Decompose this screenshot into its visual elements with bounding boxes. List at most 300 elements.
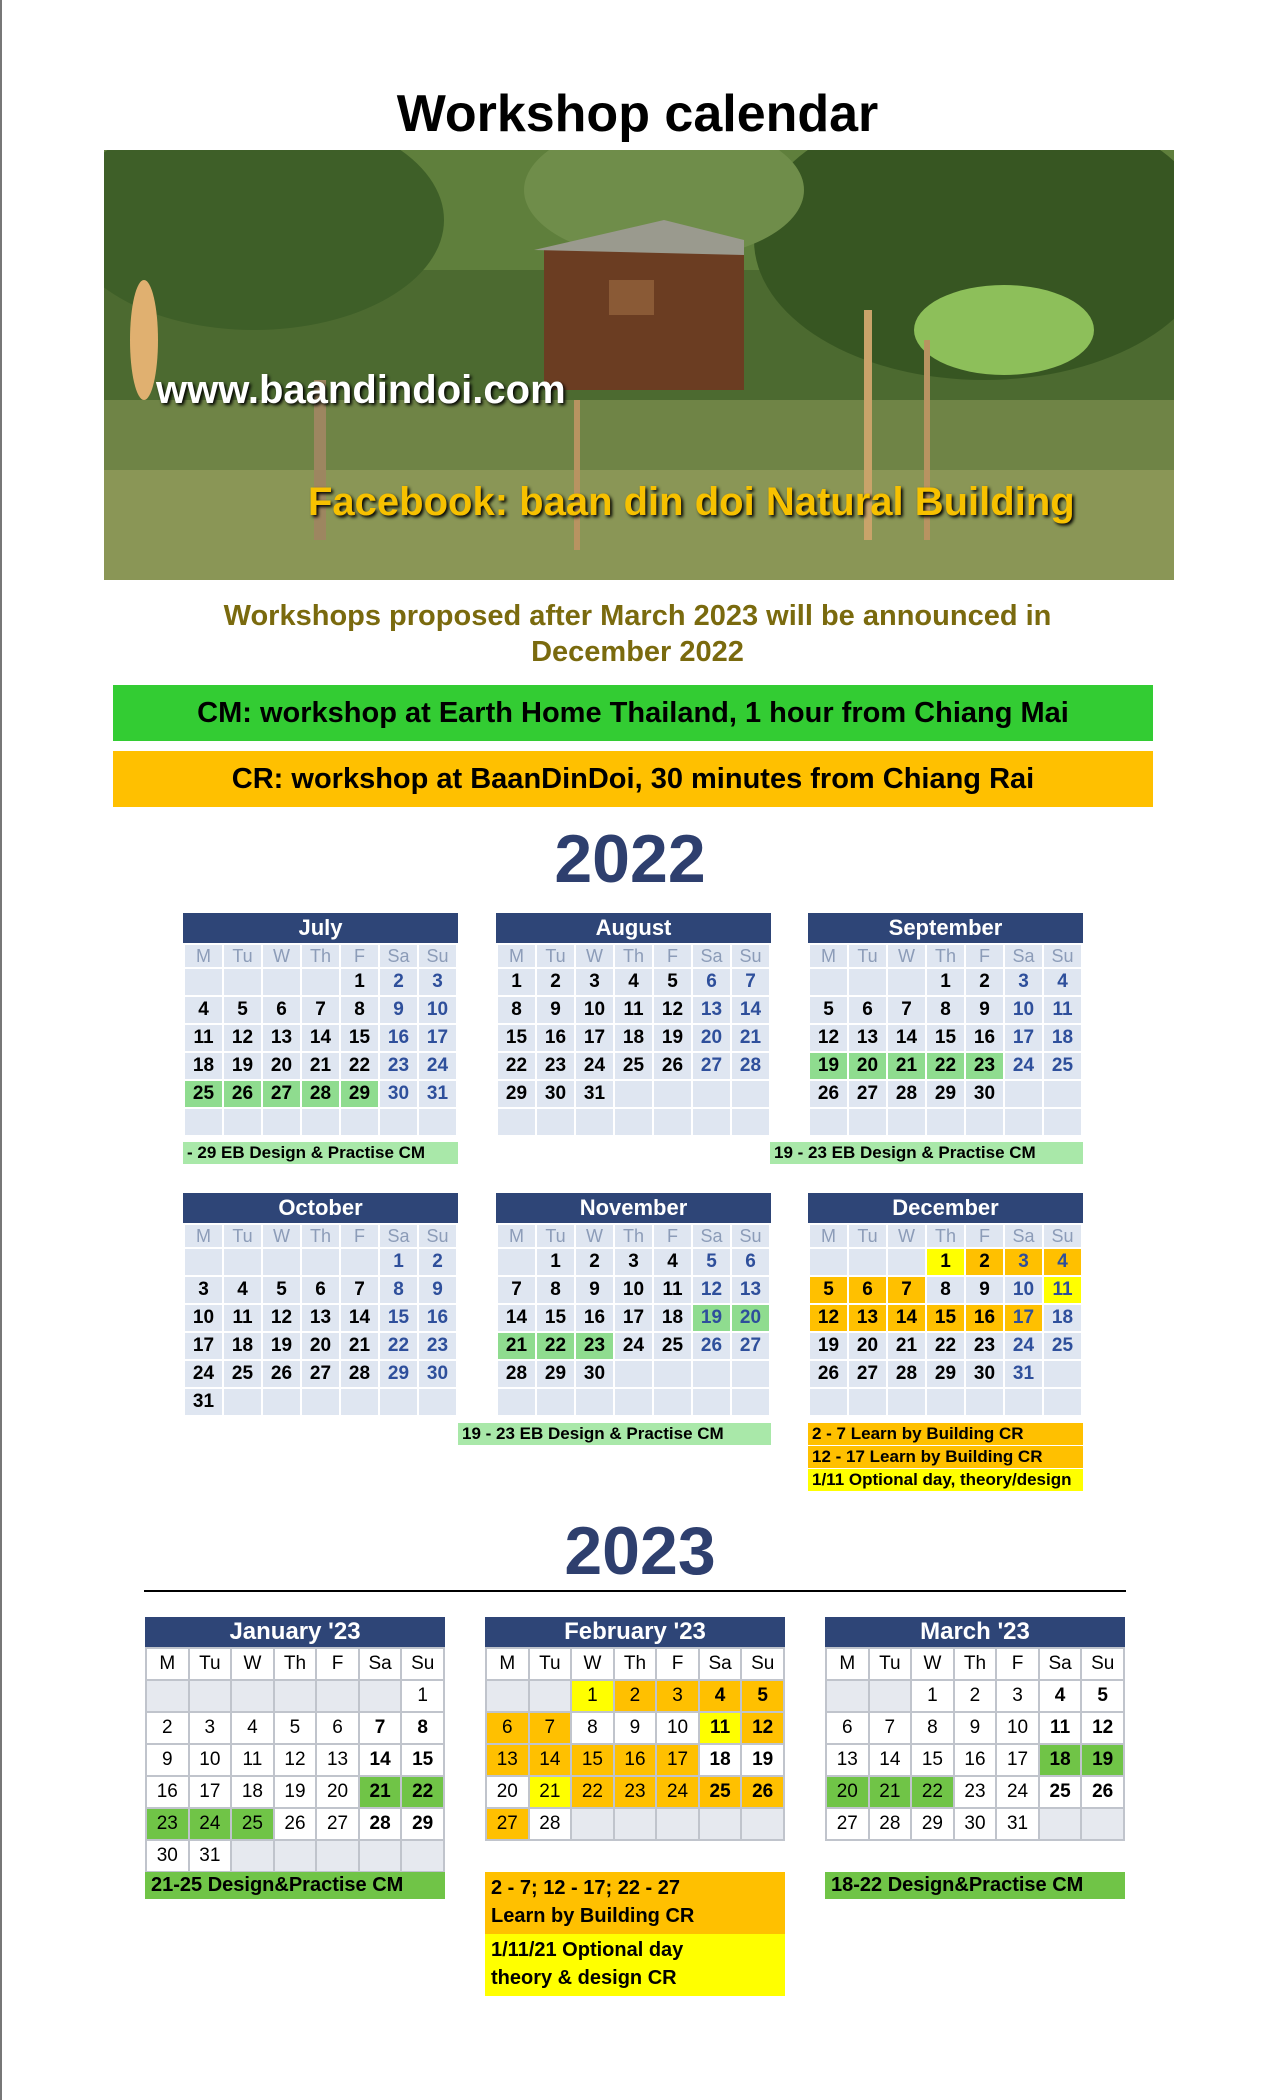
day-cell: 20 bbox=[731, 1304, 770, 1332]
announcement-notice: Workshops proposed after March 2023 will be announced in December 2022 bbox=[223, 600, 1052, 668]
day-cell: 28 bbox=[731, 1052, 770, 1080]
day-cell: 18 bbox=[614, 1024, 653, 1052]
weekday-header: Tu bbox=[223, 1224, 262, 1248]
empty-cell bbox=[223, 1248, 262, 1276]
day-cell: 31 bbox=[184, 1388, 223, 1416]
day-cell: 10 bbox=[184, 1304, 223, 1332]
weekday-header: Su bbox=[731, 944, 770, 968]
day-cell: 13 bbox=[848, 1304, 887, 1332]
day-cell: 7 bbox=[887, 996, 926, 1024]
day-cell: 8 bbox=[497, 996, 536, 1024]
weekday-header: W bbox=[575, 1224, 614, 1248]
day-cell: 26 bbox=[223, 1080, 262, 1108]
empty-cell bbox=[653, 1360, 692, 1388]
empty-cell bbox=[614, 1108, 653, 1136]
day-cell: 28 bbox=[340, 1360, 379, 1388]
empty-cell bbox=[316, 1840, 359, 1872]
empty-cell bbox=[614, 1808, 657, 1840]
note-january-2023: 21-25 Design&Practise CM bbox=[145, 1872, 445, 1899]
day-cell: 18 bbox=[699, 1744, 742, 1776]
empty-cell bbox=[262, 1388, 301, 1416]
empty-cell bbox=[1004, 1080, 1043, 1108]
weekday-header: W bbox=[571, 1648, 614, 1680]
note-february-yellow-line2: theory & design CR bbox=[491, 1967, 677, 1989]
day-cell: 7 bbox=[359, 1712, 402, 1744]
weekday-header: Th bbox=[926, 1224, 965, 1248]
day-cell: 21 bbox=[529, 1776, 572, 1808]
day-cell: 18 bbox=[231, 1776, 274, 1808]
day-cell: 23 bbox=[965, 1332, 1004, 1360]
day-cell: 13 bbox=[316, 1744, 359, 1776]
day-cell: 11 bbox=[653, 1276, 692, 1304]
day-cell: 5 bbox=[809, 1276, 848, 1304]
day-cell: 12 bbox=[262, 1304, 301, 1332]
day-cell: 8 bbox=[401, 1712, 444, 1744]
day-cell: 9 bbox=[379, 996, 418, 1024]
day-cell: 24 bbox=[1004, 1332, 1043, 1360]
day-cell: 4 bbox=[1039, 1680, 1082, 1712]
month-august bbox=[496, 913, 771, 1137]
note-february-yellow bbox=[485, 1934, 785, 1996]
day-cell: 23 bbox=[954, 1776, 997, 1808]
month-title: August bbox=[496, 913, 771, 943]
note-february-orange-line2: Learn by Building CR bbox=[491, 1905, 695, 1927]
day-cell: 17 bbox=[996, 1744, 1039, 1776]
day-cell: 25 bbox=[653, 1332, 692, 1360]
empty-cell bbox=[848, 1108, 887, 1136]
day-cell: 22 bbox=[926, 1332, 965, 1360]
empty-cell bbox=[653, 1080, 692, 1108]
note-february-yellow-line1: 1/11/21 Optional day bbox=[491, 1939, 684, 1961]
day-cell: 27 bbox=[486, 1808, 529, 1840]
day-cell: 8 bbox=[926, 996, 965, 1024]
day-cell: 28 bbox=[887, 1360, 926, 1388]
day-cell: 23 bbox=[614, 1776, 657, 1808]
day-cell: 24 bbox=[614, 1332, 653, 1360]
weekday-header: Sa bbox=[1004, 944, 1043, 968]
day-cell: 7 bbox=[731, 968, 770, 996]
day-cell: 2 bbox=[418, 1248, 457, 1276]
day-cell: 12 bbox=[653, 996, 692, 1024]
empty-cell bbox=[1043, 1360, 1082, 1388]
empty-cell bbox=[418, 1108, 457, 1136]
day-cell: 20 bbox=[301, 1332, 340, 1360]
empty-cell bbox=[301, 1248, 340, 1276]
day-cell: 16 bbox=[379, 1024, 418, 1052]
empty-cell bbox=[692, 1108, 731, 1136]
day-cell: 19 bbox=[1081, 1744, 1124, 1776]
day-cell: 27 bbox=[731, 1332, 770, 1360]
day-cell: 2 bbox=[614, 1680, 657, 1712]
day-cell: 29 bbox=[536, 1360, 575, 1388]
day-cell: 14 bbox=[359, 1744, 402, 1776]
empty-cell bbox=[571, 1808, 614, 1840]
day-cell: 4 bbox=[231, 1712, 274, 1744]
day-cell: 5 bbox=[741, 1680, 784, 1712]
weekday-header: W bbox=[887, 1224, 926, 1248]
empty-cell bbox=[965, 1108, 1004, 1136]
day-cell: 9 bbox=[614, 1712, 657, 1744]
empty-cell bbox=[614, 1360, 653, 1388]
empty-cell bbox=[231, 1840, 274, 1872]
day-cell: 2 bbox=[575, 1248, 614, 1276]
day-cell: 15 bbox=[571, 1744, 614, 1776]
empty-cell bbox=[359, 1840, 402, 1872]
day-cell: 9 bbox=[418, 1276, 457, 1304]
day-cell: 17 bbox=[184, 1332, 223, 1360]
day-cell: 1 bbox=[571, 1680, 614, 1712]
day-cell: 3 bbox=[418, 968, 457, 996]
day-cell: 18 bbox=[653, 1304, 692, 1332]
day-cell: 9 bbox=[536, 996, 575, 1024]
weekday-header: Tu bbox=[848, 1224, 887, 1248]
day-cell: 31 bbox=[575, 1080, 614, 1108]
day-cell: 28 bbox=[887, 1080, 926, 1108]
day-cell: 14 bbox=[301, 1024, 340, 1052]
day-cell: 3 bbox=[1004, 1248, 1043, 1276]
empty-cell bbox=[497, 1108, 536, 1136]
empty-cell bbox=[340, 1108, 379, 1136]
day-cell: 12 bbox=[809, 1304, 848, 1332]
month-september bbox=[808, 913, 1083, 1137]
weekday-header: W bbox=[262, 944, 301, 968]
day-cell: 4 bbox=[614, 968, 653, 996]
empty-cell bbox=[184, 968, 223, 996]
weekday-header: Th bbox=[614, 944, 653, 968]
day-cell: 22 bbox=[401, 1776, 444, 1808]
weekday-header: Su bbox=[741, 1648, 784, 1680]
empty-cell bbox=[1004, 1388, 1043, 1416]
day-cell: 3 bbox=[656, 1680, 699, 1712]
day-cell: 14 bbox=[887, 1304, 926, 1332]
day-cell: 18 bbox=[223, 1332, 262, 1360]
day-cell: 3 bbox=[575, 968, 614, 996]
empty-cell bbox=[262, 1108, 301, 1136]
empty-cell bbox=[223, 1108, 262, 1136]
day-cell: 21 bbox=[301, 1052, 340, 1080]
weekday-header: F bbox=[653, 944, 692, 968]
day-cell: 15 bbox=[401, 1744, 444, 1776]
day-cell: 25 bbox=[223, 1360, 262, 1388]
day-cell: 24 bbox=[189, 1808, 232, 1840]
day-cell: 19 bbox=[809, 1332, 848, 1360]
weekday-header: Su bbox=[1081, 1648, 1124, 1680]
weekday-header: Th bbox=[954, 1648, 997, 1680]
day-cell: 25 bbox=[231, 1808, 274, 1840]
weekday-header: M bbox=[184, 1224, 223, 1248]
day-cell: 15 bbox=[340, 1024, 379, 1052]
empty-cell bbox=[809, 1248, 848, 1276]
day-cell: 25 bbox=[1043, 1332, 1082, 1360]
day-cell: 26 bbox=[692, 1332, 731, 1360]
weekday-header: Tu bbox=[536, 1224, 575, 1248]
weekday-header: M bbox=[497, 1224, 536, 1248]
day-cell: 26 bbox=[274, 1808, 317, 1840]
day-cell: 10 bbox=[575, 996, 614, 1024]
year-heading-2022: 2022 bbox=[554, 821, 706, 897]
weekday-header: M bbox=[146, 1648, 189, 1680]
day-cell: 19 bbox=[223, 1052, 262, 1080]
day-cell: 3 bbox=[1004, 968, 1043, 996]
day-cell: 22 bbox=[379, 1332, 418, 1360]
day-cell: 1 bbox=[497, 968, 536, 996]
month-december bbox=[808, 1193, 1083, 1417]
day-cell: 5 bbox=[262, 1276, 301, 1304]
day-cell: 17 bbox=[1004, 1024, 1043, 1052]
day-cell: 6 bbox=[826, 1712, 869, 1744]
day-cell: 26 bbox=[262, 1360, 301, 1388]
day-cell: 9 bbox=[146, 1744, 189, 1776]
day-cell: 31 bbox=[1004, 1360, 1043, 1388]
day-cell: 15 bbox=[926, 1304, 965, 1332]
weekday-header: Su bbox=[1043, 1224, 1082, 1248]
day-cell: 14 bbox=[731, 996, 770, 1024]
weekday-header: Th bbox=[926, 944, 965, 968]
empty-cell bbox=[699, 1808, 742, 1840]
day-cell: 27 bbox=[848, 1080, 887, 1108]
day-cell: 15 bbox=[497, 1024, 536, 1052]
day-cell: 11 bbox=[1043, 996, 1082, 1024]
empty-cell bbox=[656, 1808, 699, 1840]
day-cell: 27 bbox=[848, 1360, 887, 1388]
day-cell: 10 bbox=[418, 996, 457, 1024]
weekday-header: Th bbox=[274, 1648, 317, 1680]
empty-cell bbox=[848, 1388, 887, 1416]
weekday-header: Sa bbox=[379, 1224, 418, 1248]
weekday-header: M bbox=[826, 1648, 869, 1680]
day-cell: 2 bbox=[965, 968, 1004, 996]
note-december-2: 12 - 17 Learn by Building CR bbox=[808, 1446, 1083, 1468]
empty-cell bbox=[741, 1808, 784, 1840]
month-title: October bbox=[183, 1193, 458, 1223]
day-cell: 25 bbox=[184, 1080, 223, 1108]
note-december-1: 2 - 7 Learn by Building CR bbox=[808, 1423, 1083, 1445]
day-cell: 6 bbox=[486, 1712, 529, 1744]
day-cell: 1 bbox=[926, 968, 965, 996]
empty-cell bbox=[223, 1388, 262, 1416]
weekday-header: Tu bbox=[529, 1648, 572, 1680]
weekday-header: Th bbox=[301, 944, 340, 968]
day-cell: 5 bbox=[223, 996, 262, 1024]
day-cell: 6 bbox=[262, 996, 301, 1024]
note-september: 19 - 23 EB Design & Practise CM bbox=[770, 1142, 1083, 1164]
day-cell: 27 bbox=[316, 1808, 359, 1840]
day-cell: 16 bbox=[965, 1304, 1004, 1332]
day-cell: 8 bbox=[911, 1712, 954, 1744]
day-cell: 9 bbox=[965, 996, 1004, 1024]
empty-cell bbox=[1043, 1388, 1082, 1416]
day-cell: 29 bbox=[926, 1360, 965, 1388]
day-cell: 4 bbox=[223, 1276, 262, 1304]
weekday-header: M bbox=[809, 944, 848, 968]
day-cell: 22 bbox=[911, 1776, 954, 1808]
year-heading-2023: 2023 bbox=[564, 1513, 716, 1589]
weekday-header: F bbox=[340, 944, 379, 968]
empty-cell bbox=[486, 1680, 529, 1712]
empty-cell bbox=[146, 1680, 189, 1712]
divider bbox=[144, 1590, 1126, 1592]
empty-cell bbox=[231, 1680, 274, 1712]
day-cell: 11 bbox=[231, 1744, 274, 1776]
day-cell: 20 bbox=[486, 1776, 529, 1808]
empty-cell bbox=[301, 968, 340, 996]
day-cell: 20 bbox=[262, 1052, 301, 1080]
day-cell: 29 bbox=[911, 1808, 954, 1840]
day-cell: 6 bbox=[848, 1276, 887, 1304]
empty-cell bbox=[869, 1680, 912, 1712]
empty-cell bbox=[497, 1248, 536, 1276]
note-february-orange-line1: 2 - 7; 12 - 17; 22 - 27 bbox=[491, 1877, 680, 1899]
empty-cell bbox=[809, 968, 848, 996]
day-cell: 26 bbox=[809, 1360, 848, 1388]
day-cell: 13 bbox=[262, 1024, 301, 1052]
empty-cell bbox=[731, 1388, 770, 1416]
day-cell: 14 bbox=[529, 1744, 572, 1776]
day-cell: 6 bbox=[692, 968, 731, 996]
day-cell: 27 bbox=[262, 1080, 301, 1108]
day-cell: 11 bbox=[1039, 1712, 1082, 1744]
weekday-header: Su bbox=[418, 1224, 457, 1248]
empty-cell bbox=[692, 1080, 731, 1108]
day-cell: 30 bbox=[965, 1080, 1004, 1108]
day-cell: 30 bbox=[954, 1808, 997, 1840]
legend-cm: CM: workshop at Earth Home Thailand, 1 hour from Chiang Mai bbox=[113, 685, 1153, 741]
day-cell: 11 bbox=[699, 1712, 742, 1744]
day-cell: 21 bbox=[731, 1024, 770, 1052]
day-cell: 31 bbox=[996, 1808, 1039, 1840]
empty-cell bbox=[575, 1388, 614, 1416]
empty-cell bbox=[731, 1108, 770, 1136]
day-cell: 10 bbox=[1004, 1276, 1043, 1304]
day-cell: 16 bbox=[954, 1744, 997, 1776]
day-cell: 10 bbox=[189, 1744, 232, 1776]
day-cell: 8 bbox=[571, 1712, 614, 1744]
weekday-header: W bbox=[262, 1224, 301, 1248]
empty-cell bbox=[274, 1840, 317, 1872]
day-cell: 17 bbox=[656, 1744, 699, 1776]
day-cell: 8 bbox=[926, 1276, 965, 1304]
day-cell: 30 bbox=[146, 1840, 189, 1872]
day-cell: 28 bbox=[869, 1808, 912, 1840]
day-cell: 17 bbox=[1004, 1304, 1043, 1332]
empty-cell bbox=[731, 1360, 770, 1388]
day-cell: 5 bbox=[274, 1712, 317, 1744]
weekday-header: Sa bbox=[1004, 1224, 1043, 1248]
day-cell: 15 bbox=[536, 1304, 575, 1332]
weekday-header: F bbox=[316, 1648, 359, 1680]
day-cell: 29 bbox=[926, 1080, 965, 1108]
day-cell: 10 bbox=[1004, 996, 1043, 1024]
day-cell: 24 bbox=[184, 1360, 223, 1388]
page-title: Workshop calendar bbox=[396, 85, 879, 143]
day-cell: 21 bbox=[497, 1332, 536, 1360]
day-cell: 22 bbox=[571, 1776, 614, 1808]
day-cell: 4 bbox=[653, 1248, 692, 1276]
day-cell: 4 bbox=[699, 1680, 742, 1712]
day-cell: 26 bbox=[741, 1776, 784, 1808]
note-march-2023: 18-22 Design&Practise CM bbox=[825, 1872, 1125, 1899]
weekday-header: F bbox=[656, 1648, 699, 1680]
day-cell: 28 bbox=[301, 1080, 340, 1108]
weekday-header: Tu bbox=[848, 944, 887, 968]
day-cell: 12 bbox=[1081, 1712, 1124, 1744]
day-cell: 30 bbox=[575, 1360, 614, 1388]
page-border bbox=[0, 0, 2, 2100]
day-cell: 3 bbox=[189, 1712, 232, 1744]
day-cell: 24 bbox=[418, 1052, 457, 1080]
day-cell: 14 bbox=[869, 1744, 912, 1776]
day-cell: 16 bbox=[614, 1744, 657, 1776]
day-cell: 23 bbox=[418, 1332, 457, 1360]
day-cell: 14 bbox=[340, 1304, 379, 1332]
day-cell: 25 bbox=[1043, 1052, 1082, 1080]
day-cell: 13 bbox=[692, 996, 731, 1024]
weekday-header: F bbox=[965, 944, 1004, 968]
day-cell: 18 bbox=[184, 1052, 223, 1080]
day-cell: 11 bbox=[614, 996, 653, 1024]
day-cell: 21 bbox=[887, 1332, 926, 1360]
weekday-header: Tu bbox=[869, 1648, 912, 1680]
day-cell: 6 bbox=[316, 1712, 359, 1744]
day-cell: 5 bbox=[809, 996, 848, 1024]
day-cell: 15 bbox=[911, 1744, 954, 1776]
day-cell: 4 bbox=[1043, 1248, 1082, 1276]
empty-cell bbox=[926, 1388, 965, 1416]
weekday-header: Sa bbox=[359, 1648, 402, 1680]
note-december-3: 1/11 Optional day, theory/design bbox=[808, 1469, 1083, 1491]
day-cell: 27 bbox=[826, 1808, 869, 1840]
day-cell: 30 bbox=[965, 1360, 1004, 1388]
weekday-header: Sa bbox=[692, 1224, 731, 1248]
weekday-header: Th bbox=[301, 1224, 340, 1248]
month-title: December bbox=[808, 1193, 1083, 1223]
empty-cell bbox=[887, 1108, 926, 1136]
day-cell: 7 bbox=[887, 1276, 926, 1304]
day-cell: 21 bbox=[359, 1776, 402, 1808]
day-cell: 8 bbox=[379, 1276, 418, 1304]
empty-cell bbox=[653, 1108, 692, 1136]
month-title: March '23 bbox=[825, 1617, 1125, 1647]
day-cell: 19 bbox=[809, 1052, 848, 1080]
empty-cell bbox=[1004, 1108, 1043, 1136]
empty-cell bbox=[184, 1248, 223, 1276]
day-cell: 23 bbox=[575, 1332, 614, 1360]
empty-cell bbox=[301, 1108, 340, 1136]
day-cell: 12 bbox=[809, 1024, 848, 1052]
day-cell: 19 bbox=[274, 1776, 317, 1808]
empty-cell bbox=[316, 1680, 359, 1712]
empty-cell bbox=[848, 1248, 887, 1276]
day-cell: 20 bbox=[848, 1052, 887, 1080]
day-cell: 7 bbox=[869, 1712, 912, 1744]
weekday-header: F bbox=[996, 1648, 1039, 1680]
empty-cell bbox=[1043, 1108, 1082, 1136]
month-title: July bbox=[183, 913, 458, 943]
day-cell: 28 bbox=[497, 1360, 536, 1388]
day-cell: 13 bbox=[301, 1304, 340, 1332]
day-cell: 20 bbox=[848, 1332, 887, 1360]
legend-cr: CR: workshop at BaanDinDoi, 30 minutes from Chiang Rai bbox=[113, 751, 1153, 807]
month-march-23 bbox=[825, 1617, 1125, 1841]
weekday-header: W bbox=[231, 1648, 274, 1680]
empty-cell bbox=[614, 1080, 653, 1108]
empty-cell bbox=[529, 1680, 572, 1712]
weekday-header: M bbox=[497, 944, 536, 968]
day-cell: 28 bbox=[359, 1808, 402, 1840]
weekday-header: Su bbox=[1043, 944, 1082, 968]
empty-cell bbox=[536, 1108, 575, 1136]
day-cell: 26 bbox=[653, 1052, 692, 1080]
